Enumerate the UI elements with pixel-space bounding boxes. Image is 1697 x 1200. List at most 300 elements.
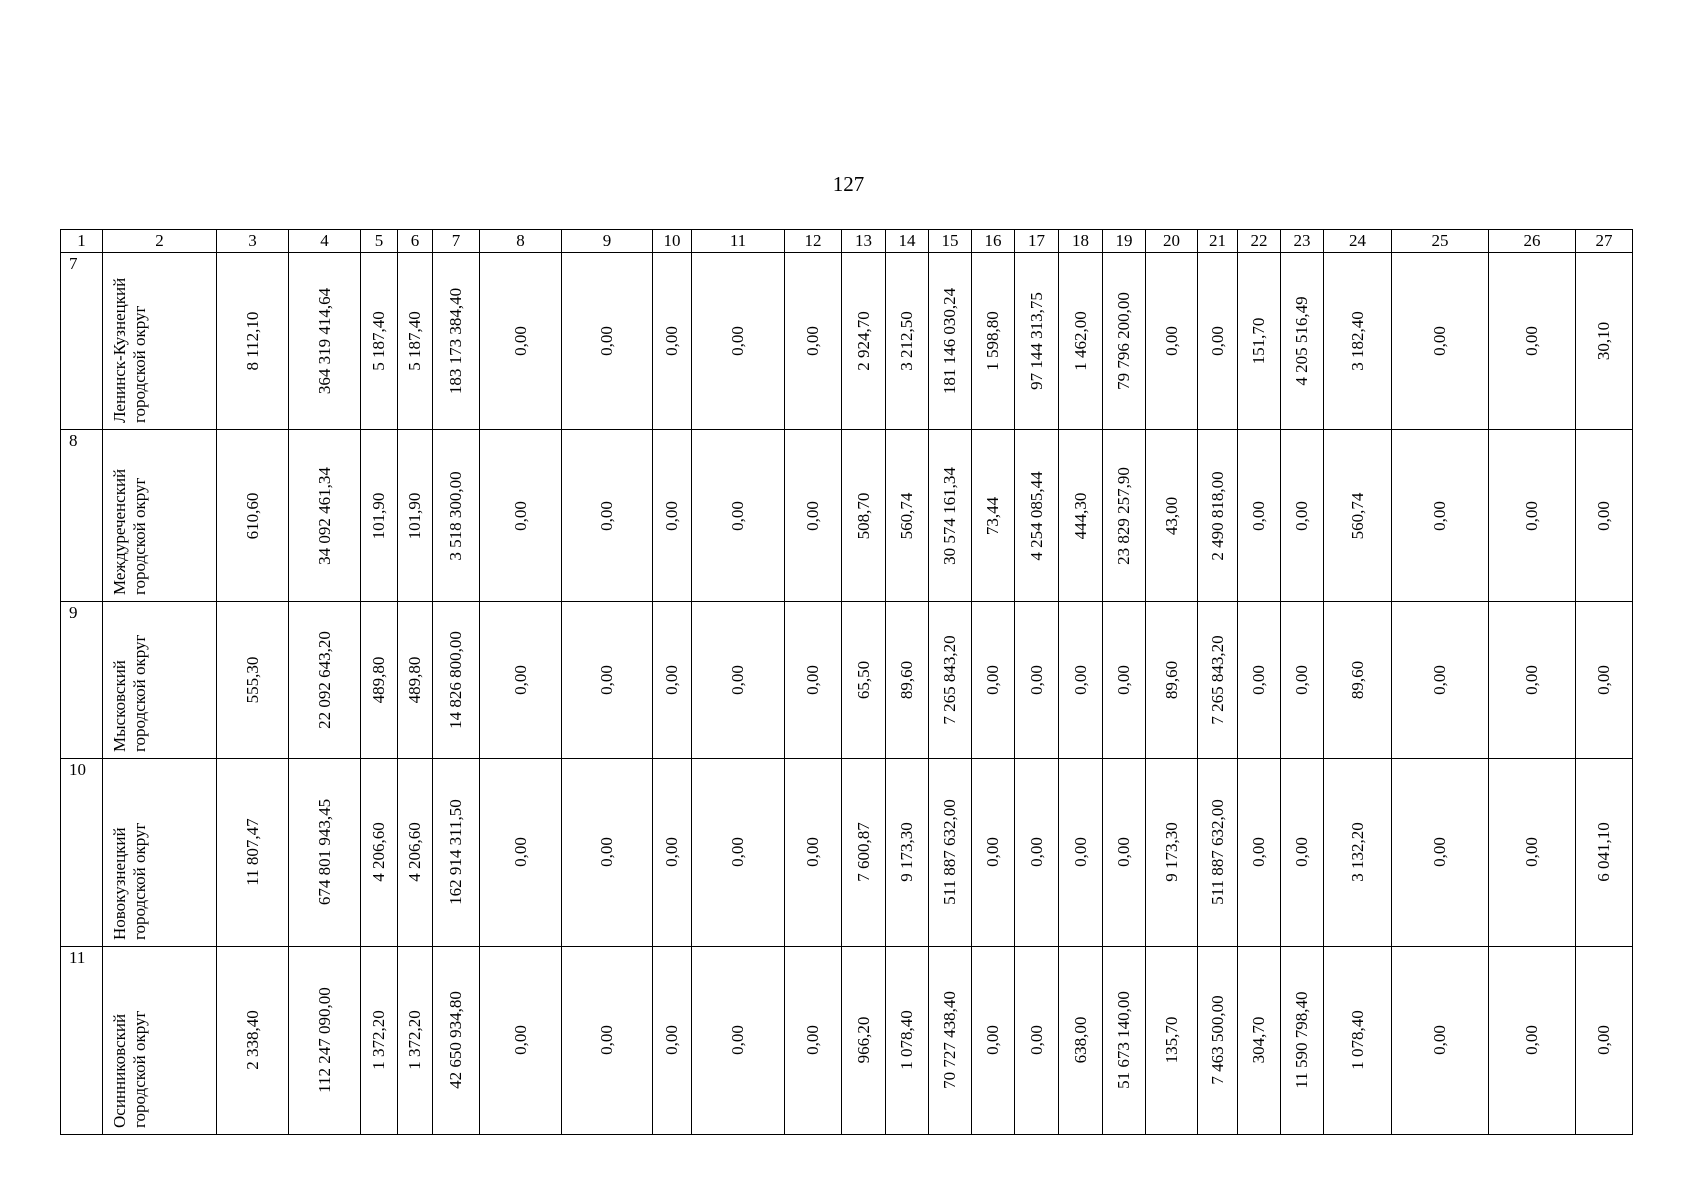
value-cell [562, 430, 653, 601]
row-number-cell: 8 [61, 430, 103, 601]
cell-value: 181 146 030,24 [940, 288, 959, 395]
cell-value: 304,70 [1249, 1016, 1268, 1064]
value-cell [1146, 946, 1198, 1134]
value-cell [562, 759, 653, 946]
value-cell [1059, 601, 1103, 758]
cell-value: 0,00 [1522, 1025, 1541, 1056]
column-number-cell: 12 [785, 230, 842, 253]
cell-value: 0,00 [662, 665, 681, 695]
value-cell [361, 601, 398, 758]
page-number: 127 [832, 172, 865, 196]
cell-value: 674 801 943,45 [314, 799, 334, 906]
value-cell [1238, 946, 1281, 1134]
value-cell [562, 601, 653, 758]
value-cell [886, 946, 929, 1134]
cell-value: 7 265 843,20 [940, 635, 959, 725]
column-number-cell: 4 [289, 230, 361, 253]
table-row [61, 430, 1633, 601]
cell-value: 101,90 [369, 492, 388, 539]
cell-value: 89,60 [1347, 660, 1367, 700]
cell-value: 0,00 [983, 665, 1002, 695]
cell-value: 0,00 [1430, 665, 1449, 695]
value-cell [1489, 253, 1576, 430]
value-cell [1281, 946, 1324, 1134]
cell-value: 0,00 [1070, 665, 1090, 695]
cell-value: 0,00 [597, 665, 616, 695]
value-cell [1392, 759, 1489, 946]
value-cell [562, 946, 653, 1134]
cell-value: 183 173 384,40 [446, 288, 465, 395]
cell-value: 0,00 [728, 665, 747, 695]
value-cell [1015, 430, 1059, 601]
municipality-name: Осинниковский городской округ [109, 1010, 149, 1128]
value-cell [842, 253, 886, 430]
cell-value: 555,30 [242, 656, 262, 704]
cell-value: 0,00 [510, 1025, 530, 1056]
cell-value: 0,00 [1207, 326, 1227, 357]
cell-value: 7 463 500,00 [1207, 995, 1227, 1085]
value-cell [1015, 253, 1059, 430]
cell-value: 0,00 [983, 837, 1002, 868]
table-row [61, 253, 1633, 430]
column-number-cell: 6 [398, 230, 433, 253]
table-row [61, 759, 1633, 946]
value-cell [433, 601, 480, 758]
value-cell [433, 253, 480, 430]
value-cell [972, 253, 1015, 430]
value-cell [1146, 253, 1198, 430]
value-cell [842, 946, 886, 1134]
value-cell [1281, 759, 1324, 946]
value-cell [886, 759, 929, 946]
cell-value: 135,70 [1161, 1016, 1181, 1064]
municipality-name: Ленинск-Кузнецкий городской округ [109, 278, 149, 424]
cell-value: 364 319 414,64 [314, 288, 334, 395]
value-cell [842, 430, 886, 601]
cell-value: 0,00 [803, 326, 822, 357]
cell-value: 1 372,20 [405, 1010, 424, 1071]
value-cell [785, 759, 842, 946]
column-number-cell: 17 [1015, 230, 1059, 253]
cell-value: 0,00 [728, 326, 747, 357]
value-cell [480, 253, 562, 430]
cell-value: 0,00 [1430, 1025, 1449, 1056]
cell-value: 0,00 [1161, 326, 1181, 357]
cell-value: 0,00 [1522, 500, 1541, 531]
value-cell [1059, 946, 1103, 1134]
cell-value: 0,00 [803, 837, 822, 868]
value-cell [886, 430, 929, 601]
value-cell [398, 946, 433, 1134]
cell-value: 0,00 [1249, 837, 1268, 868]
column-number-cell: 11 [692, 230, 785, 253]
column-number-row [61, 230, 1633, 253]
cell-value: 7 265 843,20 [1207, 635, 1227, 725]
value-cell [1238, 601, 1281, 758]
cell-value: 0,00 [1026, 1025, 1046, 1056]
value-cell [1392, 253, 1489, 430]
value-cell [929, 759, 972, 946]
cell-value: 489,80 [405, 656, 424, 704]
row-number-cell: 7 [61, 253, 103, 430]
value-cell [1489, 759, 1576, 946]
column-number-cell: 7 [433, 230, 480, 253]
cell-value: 0,00 [1114, 665, 1133, 695]
row-number-cell: 11 [61, 946, 103, 1134]
value-cell [785, 253, 842, 430]
value-cell [1324, 430, 1392, 601]
cell-value: 1 462,00 [1070, 311, 1090, 371]
value-cell [1146, 759, 1198, 946]
value-cell [653, 601, 692, 758]
column-number-cell: 15 [929, 230, 972, 253]
value-cell [217, 946, 289, 1134]
municipality-name: Мысковский городской округ [109, 634, 149, 753]
cell-value: 8 112,10 [242, 311, 262, 371]
cell-value: 11 590 798,40 [1292, 991, 1311, 1089]
value-cell [1392, 430, 1489, 601]
value-cell [653, 430, 692, 601]
value-cell [692, 430, 785, 601]
value-cell [1015, 946, 1059, 1134]
cell-value: 23 829 257,90 [1114, 466, 1133, 565]
cell-value: 73,44 [983, 496, 1002, 535]
cell-value: 0,00 [662, 1025, 681, 1056]
cell-value: 0,00 [597, 1025, 616, 1056]
cell-value: 79 796 200,00 [1114, 292, 1133, 391]
municipality-name: Новокузнецкий городской округ [109, 822, 149, 940]
value-cell [972, 601, 1015, 758]
cell-value: 0,00 [510, 500, 530, 531]
value-cell [972, 430, 1015, 601]
cell-value: 508,70 [853, 492, 873, 539]
column-number-cell: 26 [1489, 230, 1576, 253]
cell-value: 489,80 [369, 656, 388, 704]
value-cell [433, 430, 480, 601]
table-row [61, 946, 1633, 1134]
value-cell [1198, 430, 1238, 601]
value-cell [886, 601, 929, 758]
cell-value: 3 182,40 [1347, 311, 1367, 371]
cell-value: 89,60 [897, 660, 916, 700]
cell-value: 9 173,30 [1161, 822, 1181, 883]
cell-value: 0,00 [1026, 837, 1046, 868]
value-cell [929, 946, 972, 1134]
value-cell [886, 253, 929, 430]
value-cell [1576, 759, 1633, 946]
cell-value: 0,00 [1292, 500, 1311, 531]
cell-value: 966,20 [853, 1016, 873, 1064]
municipality-name-cell [103, 601, 217, 758]
cell-value: 14 826 800,00 [446, 631, 465, 729]
value-cell [1281, 601, 1324, 758]
cell-value: 444,30 [1070, 492, 1090, 539]
cell-value: 51 673 140,00 [1114, 991, 1133, 1090]
cell-value: 1 078,40 [897, 1010, 916, 1071]
value-cell [1281, 430, 1324, 601]
cell-value: 0,00 [803, 1025, 822, 1056]
cell-value: 3 518 300,00 [446, 471, 465, 561]
column-number-cell: 18 [1059, 230, 1103, 253]
column-number-cell: 8 [480, 230, 562, 253]
row-number-cell: 9 [61, 601, 103, 758]
value-cell [653, 253, 692, 430]
municipality-name-cell [103, 253, 217, 430]
cell-value: 3 132,20 [1347, 822, 1367, 883]
value-cell [1281, 253, 1324, 430]
column-number-cell: 22 [1238, 230, 1281, 253]
cell-value: 560,74 [1347, 492, 1367, 539]
cell-value: 11 807,47 [242, 818, 262, 887]
value-cell [1238, 430, 1281, 601]
value-cell [692, 759, 785, 946]
value-cell [398, 430, 433, 601]
value-cell [361, 253, 398, 430]
value-cell [785, 946, 842, 1134]
value-cell [842, 759, 886, 946]
value-cell [929, 601, 972, 758]
value-cell [1238, 253, 1281, 430]
cell-value: 1 598,80 [983, 311, 1002, 371]
value-cell [289, 601, 361, 758]
cell-value: 0,00 [510, 326, 530, 357]
cell-value: 0,00 [1594, 500, 1613, 531]
cell-value: 0,00 [1292, 837, 1311, 868]
value-cell [1324, 601, 1392, 758]
value-cell [1198, 759, 1238, 946]
column-number-cell: 25 [1392, 230, 1489, 253]
value-cell [1324, 946, 1392, 1134]
cell-value: 511 887 632,00 [940, 799, 959, 906]
column-number-cell: 23 [1281, 230, 1324, 253]
column-number-cell: 9 [562, 230, 653, 253]
municipality-name-cell [103, 946, 217, 1134]
cell-value: 0,00 [1430, 837, 1449, 868]
value-cell [480, 759, 562, 946]
cell-value: 2 490 818,00 [1207, 471, 1227, 561]
cell-value: 0,00 [662, 326, 681, 357]
cell-value: 97 144 313,75 [1026, 292, 1046, 391]
cell-value: 6 041,10 [1594, 822, 1613, 883]
cell-value: 2 338,40 [242, 1010, 262, 1071]
cell-value: 1 078,40 [1347, 1010, 1367, 1071]
column-number-cell: 20 [1146, 230, 1198, 253]
cell-value: 0,00 [803, 500, 822, 531]
column-number-cell: 19 [1103, 230, 1146, 253]
cell-value: 30,10 [1594, 322, 1613, 361]
value-cell [480, 946, 562, 1134]
value-cell [972, 759, 1015, 946]
value-cell [929, 430, 972, 601]
cell-value: 0,00 [1070, 837, 1090, 868]
cell-value: 70 727 438,40 [940, 991, 959, 1090]
cell-value: 5 187,40 [369, 311, 388, 371]
value-cell [562, 253, 653, 430]
value-cell [785, 430, 842, 601]
cell-value: 0,00 [1026, 665, 1046, 695]
cell-value: 511 887 632,00 [1207, 799, 1227, 906]
cell-value: 0,00 [728, 1025, 747, 1056]
value-cell [1059, 430, 1103, 601]
cell-value: 162 914 311,50 [446, 799, 465, 906]
value-cell [1392, 601, 1489, 758]
column-number-cell: 24 [1324, 230, 1392, 253]
value-cell [1324, 253, 1392, 430]
value-cell [1059, 759, 1103, 946]
cell-value: 0,00 [1522, 665, 1541, 695]
value-cell [433, 946, 480, 1134]
value-cell [217, 430, 289, 601]
cell-value: 151,70 [1249, 317, 1268, 365]
cell-value: 43,00 [1161, 496, 1181, 535]
value-cell [1059, 253, 1103, 430]
column-number-cell: 14 [886, 230, 929, 253]
value-cell [1576, 946, 1633, 1134]
value-cell [433, 759, 480, 946]
table-row [61, 601, 1633, 758]
cell-value: 3 212,50 [897, 311, 916, 371]
row-number-cell: 10 [61, 759, 103, 946]
value-cell [361, 946, 398, 1134]
value-cell [480, 601, 562, 758]
cell-value: 0,00 [728, 837, 747, 868]
cell-value: 0,00 [597, 326, 616, 357]
cell-value: 34 092 461,34 [314, 466, 334, 565]
value-cell [842, 601, 886, 758]
value-cell [785, 601, 842, 758]
cell-value: 0,00 [1249, 500, 1268, 531]
value-cell [289, 253, 361, 430]
value-cell [692, 946, 785, 1134]
cell-value: 22 092 643,20 [314, 631, 334, 729]
cell-value: 30 574 161,34 [940, 466, 959, 565]
cell-value: 2 924,70 [853, 311, 873, 371]
cell-value: 112 247 090,00 [314, 987, 334, 1094]
cell-value: 9 173,30 [897, 822, 916, 883]
cell-value: 0,00 [662, 837, 681, 868]
value-cell [398, 601, 433, 758]
value-cell [1324, 759, 1392, 946]
cell-value: 638,00 [1070, 1016, 1090, 1064]
value-cell [1015, 601, 1059, 758]
cell-value: 0,00 [1430, 500, 1449, 531]
value-cell [692, 253, 785, 430]
value-cell [1489, 430, 1576, 601]
value-cell [653, 759, 692, 946]
cell-value: 4 206,60 [405, 822, 424, 883]
value-cell [1103, 601, 1146, 758]
cell-value: 0,00 [1594, 1025, 1613, 1056]
value-cell [1489, 946, 1576, 1134]
value-cell [217, 601, 289, 758]
value-cell [1576, 253, 1633, 430]
value-cell [1103, 946, 1146, 1134]
cell-value: 7 600,87 [853, 822, 873, 883]
cell-value: 89,60 [1161, 660, 1181, 700]
value-cell [217, 759, 289, 946]
value-cell [1576, 601, 1633, 758]
cell-value: 42 650 934,80 [446, 991, 465, 1090]
cell-value: 0,00 [803, 665, 822, 695]
value-cell [653, 946, 692, 1134]
value-cell [1103, 430, 1146, 601]
value-cell [1392, 946, 1489, 1134]
column-number-cell: 2 [103, 230, 217, 253]
cell-value: 0,00 [1522, 837, 1541, 868]
column-number-cell: 5 [361, 230, 398, 253]
value-cell [1576, 430, 1633, 601]
value-cell [1198, 253, 1238, 430]
value-cell [1198, 946, 1238, 1134]
value-cell [1103, 253, 1146, 430]
value-cell [217, 253, 289, 430]
value-cell [480, 430, 562, 601]
value-cell [398, 253, 433, 430]
value-cell [1489, 601, 1576, 758]
cell-value: 4 254 085,44 [1026, 471, 1046, 561]
value-cell [929, 253, 972, 430]
cell-value: 4 205 516,49 [1292, 296, 1311, 386]
cell-value: 610,60 [242, 492, 262, 539]
value-cell [289, 430, 361, 601]
cell-value: 0,00 [1114, 837, 1133, 868]
cell-value: 1 372,20 [369, 1010, 388, 1071]
cell-value: 0,00 [1430, 326, 1449, 357]
column-number-cell: 21 [1198, 230, 1238, 253]
cell-value: 65,50 [853, 660, 873, 700]
column-number-cell: 3 [217, 230, 289, 253]
column-number-cell: 16 [972, 230, 1015, 253]
column-number-cell: 27 [1576, 230, 1633, 253]
cell-value: 0,00 [510, 837, 530, 868]
cell-value: 0,00 [1522, 326, 1541, 357]
value-cell [972, 946, 1015, 1134]
cell-value: 0,00 [1249, 665, 1268, 695]
data-table [60, 229, 1633, 1135]
value-cell [361, 430, 398, 601]
value-cell [1146, 601, 1198, 758]
cell-value: 101,90 [405, 492, 424, 539]
cell-value: 0,00 [1594, 665, 1613, 695]
cell-value: 0,00 [597, 500, 616, 531]
cell-value: 0,00 [983, 1025, 1002, 1056]
cell-value: 0,00 [1292, 665, 1311, 695]
value-cell [1015, 759, 1059, 946]
value-cell [289, 946, 361, 1134]
municipality-name-cell [103, 759, 217, 946]
column-number-cell: 10 [653, 230, 692, 253]
cell-value: 0,00 [597, 837, 616, 868]
value-cell [1103, 759, 1146, 946]
value-cell [692, 601, 785, 758]
value-cell [398, 759, 433, 946]
column-number-cell: 1 [61, 230, 103, 253]
cell-value: 0,00 [510, 665, 530, 695]
municipality-name-cell [103, 430, 217, 601]
cell-value: 4 206,60 [369, 822, 388, 883]
value-cell [1238, 759, 1281, 946]
cell-value: 0,00 [728, 500, 747, 531]
municipality-name: Междуреченский городской округ [109, 468, 149, 595]
cell-value: 5 187,40 [405, 311, 424, 371]
value-cell [1146, 430, 1198, 601]
value-cell [1198, 601, 1238, 758]
column-number-cell: 13 [842, 230, 886, 253]
cell-value: 560,74 [897, 492, 916, 539]
value-cell [361, 759, 398, 946]
value-cell [289, 759, 361, 946]
cell-value: 0,00 [662, 500, 681, 531]
